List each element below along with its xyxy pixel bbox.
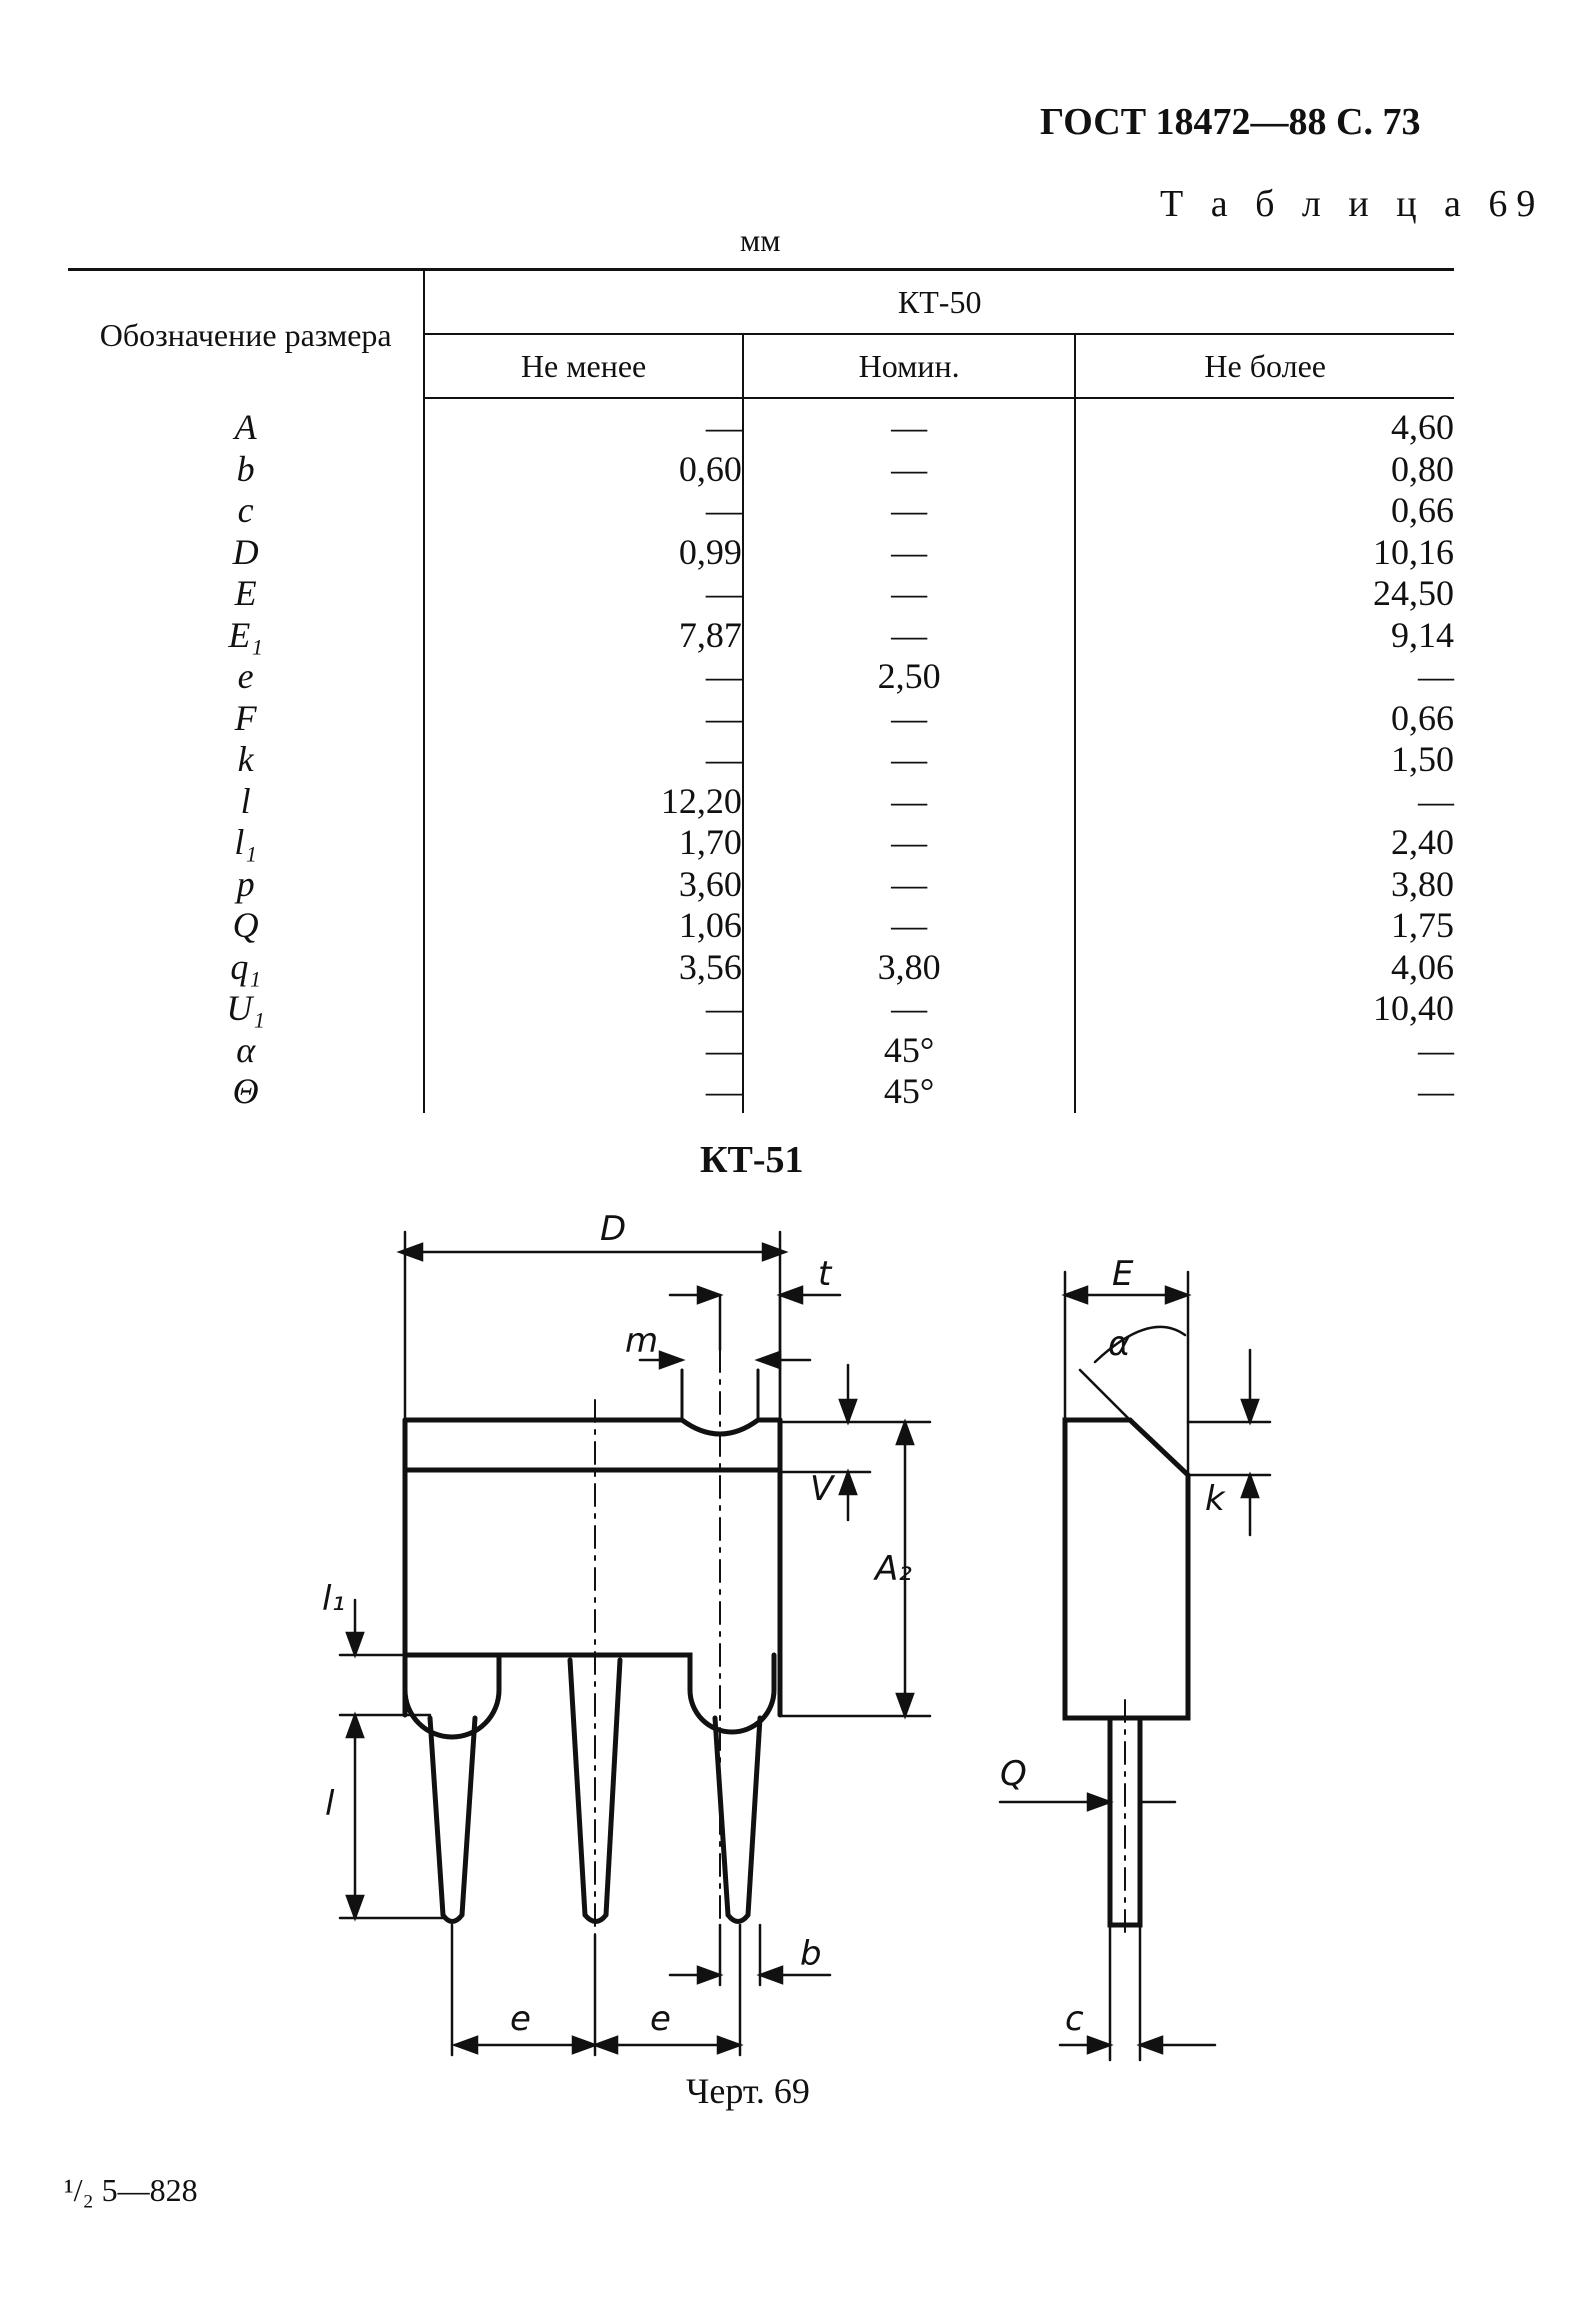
table-row: q₁ 3,56 3,80 4,06	[68, 947, 1454, 989]
label-E: E	[1112, 1254, 1134, 1294]
min-column-header: Не менее	[424, 334, 742, 398]
table-row: b 0,60 — 0,80	[68, 449, 1454, 491]
table-row: D 0,99 — 10,16	[68, 532, 1454, 574]
label-l: l	[325, 1784, 335, 1824]
label-l1: l₁	[322, 1579, 346, 1619]
center-lines	[595, 1350, 720, 1935]
table-row: U₁ — — 10,40	[68, 988, 1454, 1030]
nominal-column-header: Номин.	[743, 334, 1076, 398]
max-column-header: Не более	[1075, 334, 1454, 398]
table-row: E₁ 7,87 — 9,14	[68, 615, 1454, 657]
table-row: k — — 1,50	[68, 739, 1454, 781]
figure-caption: Черт. 69	[686, 2071, 810, 2111]
table-row: Θ — 45° —	[68, 1071, 1454, 1113]
label-m: m	[625, 1321, 659, 1361]
side-dimensions	[1000, 1272, 1270, 2060]
table-caption: Т а б л и ц а 69	[1160, 183, 1545, 225]
label-e-right: e	[650, 1999, 671, 2039]
label-b: b	[800, 1934, 822, 1974]
figure-title: КТ-51	[700, 1139, 804, 1181]
table-row: α — 45° —	[68, 1030, 1454, 1072]
label-t: t	[818, 1254, 832, 1294]
label-Q: Q	[1000, 1754, 1027, 1794]
table-row: F — — 0,66	[68, 698, 1454, 740]
label-A2: A₂	[875, 1549, 912, 1589]
table-row: A — — 4,60	[68, 398, 1454, 449]
front-view	[405, 1370, 780, 1922]
label-alpha: α	[1108, 1324, 1131, 1364]
table-row: e — 2,50 —	[68, 656, 1454, 698]
table-row: E — — 24,50	[68, 573, 1454, 615]
label-c: c	[1065, 1999, 1084, 2039]
table-row: p 3,60 — 3,80	[68, 864, 1454, 906]
table-units: мм	[740, 222, 781, 258]
symbol-column-header: Обозначение размера	[68, 270, 424, 399]
table-row: l 12,20 — —	[68, 781, 1454, 823]
table-row: Q 1,06 — 1,75	[68, 905, 1454, 947]
standard-header: ГОСТ 18472—88 С. 73	[1040, 101, 1421, 143]
label-e-left: e	[510, 1999, 531, 2039]
table-row: l₁ 1,70 — 2,40	[68, 822, 1454, 864]
label-V: V	[810, 1469, 834, 1509]
label-D: D	[600, 1209, 627, 1249]
group-header: КТ-50	[424, 270, 1454, 335]
footer-code: ¹/₂ 5—828	[64, 2172, 198, 2208]
table-row: c — — 0,66	[68, 490, 1454, 532]
label-k: k	[1205, 1479, 1225, 1519]
side-view	[1065, 1420, 1188, 1925]
